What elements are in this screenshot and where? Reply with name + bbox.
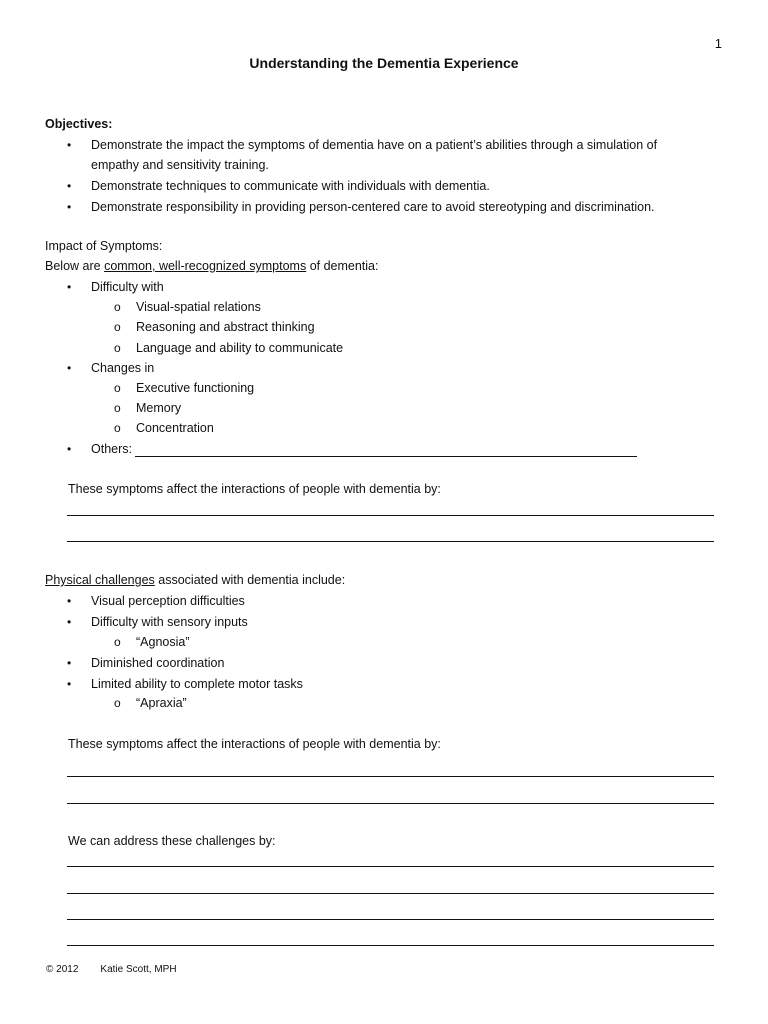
answer-line[interactable]: [67, 776, 714, 777]
sub-bullet-icon: o: [114, 421, 121, 435]
physical-heading-after: associated with dementia include:: [154, 573, 346, 587]
apraxia-item: “Apraxia”: [136, 696, 187, 710]
bullet-icon: •: [67, 179, 72, 193]
others-label: Others:: [91, 442, 132, 456]
answer-line[interactable]: [67, 541, 714, 542]
footer: [46, 964, 199, 975]
bullet-icon: •: [67, 594, 72, 608]
sub-bullet-icon: o: [114, 696, 121, 710]
objectives-heading: Objectives:: [45, 117, 113, 131]
others-answer-line[interactable]: [135, 456, 637, 457]
sub-bullet-icon: o: [114, 381, 121, 395]
changes-in-label: Changes in: [91, 361, 155, 375]
impact-heading: Impact of Symptoms:: [45, 239, 163, 253]
bullet-icon: •: [67, 280, 72, 294]
physical-item-2: Difficulty with sensory inputs: [91, 615, 248, 629]
impact-intro-after: of dementia:: [306, 259, 379, 273]
changes-item-1: Executive functioning: [136, 381, 255, 395]
answer-line[interactable]: [67, 919, 714, 920]
impact-intro-before: Below are: [45, 259, 105, 273]
physical-item-3: Diminished coordination: [91, 656, 225, 670]
page-number: 1: [714, 36, 722, 51]
bullet-icon: •: [67, 615, 72, 629]
address-prompt: We can address these challenges by:: [68, 834, 276, 848]
objective-item-2: Demonstrate techniques to communicate with individuals with dementia.: [91, 179, 490, 193]
sub-bullet-icon: o: [114, 300, 121, 314]
difficulty-item-2: Reasoning and abstract thinking: [136, 320, 315, 334]
answer-line[interactable]: [67, 803, 714, 804]
sub-bullet-icon: o: [114, 635, 121, 649]
physical-affect-prompt: These symptoms affect the interactions of people with dementia by:: [68, 737, 441, 751]
bullet-icon: •: [67, 442, 72, 456]
answer-line[interactable]: [67, 515, 714, 516]
changes-item-2: Memory: [136, 401, 182, 415]
difficulty-item-1: Visual-spatial relations: [136, 300, 261, 314]
footer-author: Katie Scott, MPH: [100, 964, 177, 975]
physical-item-4: Limited ability to complete motor tasks: [91, 677, 303, 691]
impact-intro: [45, 259, 378, 273]
objective-item-3: Demonstrate responsibility in providing person-centered care to avoid stereotyping and discrimination.: [91, 200, 655, 214]
bullet-icon: •: [67, 361, 72, 375]
answer-line[interactable]: [67, 866, 714, 867]
footer-copyright: © 2012: [46, 964, 79, 975]
sub-bullet-icon: o: [114, 320, 121, 334]
changes-item-3: Concentration: [136, 421, 214, 435]
impact-affect-prompt: These symptoms affect the interactions of people with dementia by:: [68, 482, 441, 496]
bullet-icon: •: [67, 138, 72, 152]
bullet-icon: •: [67, 677, 72, 691]
document-title: Understanding the Dementia Experience: [249, 55, 519, 71]
physical-item-1: Visual perception difficulties: [91, 594, 245, 608]
objective-item-1: Demonstrate the impact the symptoms of dementia have on a patient’s abilities through a simulation of: [91, 138, 658, 152]
sub-bullet-icon: o: [114, 341, 121, 355]
objective-item-1-continued: empathy and sensitivity training.: [91, 158, 269, 172]
physical-heading-underlined: Physical challenges: [45, 573, 155, 587]
difficulty-with-label: Difficulty with: [91, 280, 164, 294]
answer-line[interactable]: [67, 945, 714, 946]
physical-heading: [45, 573, 345, 587]
agnosia-item: “Agnosia”: [136, 635, 190, 649]
sub-bullet-icon: o: [114, 401, 121, 415]
answer-line[interactable]: [67, 893, 714, 894]
bullet-icon: •: [67, 200, 72, 214]
bullet-icon: •: [67, 656, 72, 670]
impact-intro-underlined: common, well-recognized symptoms: [104, 259, 307, 273]
difficulty-item-3: Language and ability to communicate: [136, 341, 344, 355]
